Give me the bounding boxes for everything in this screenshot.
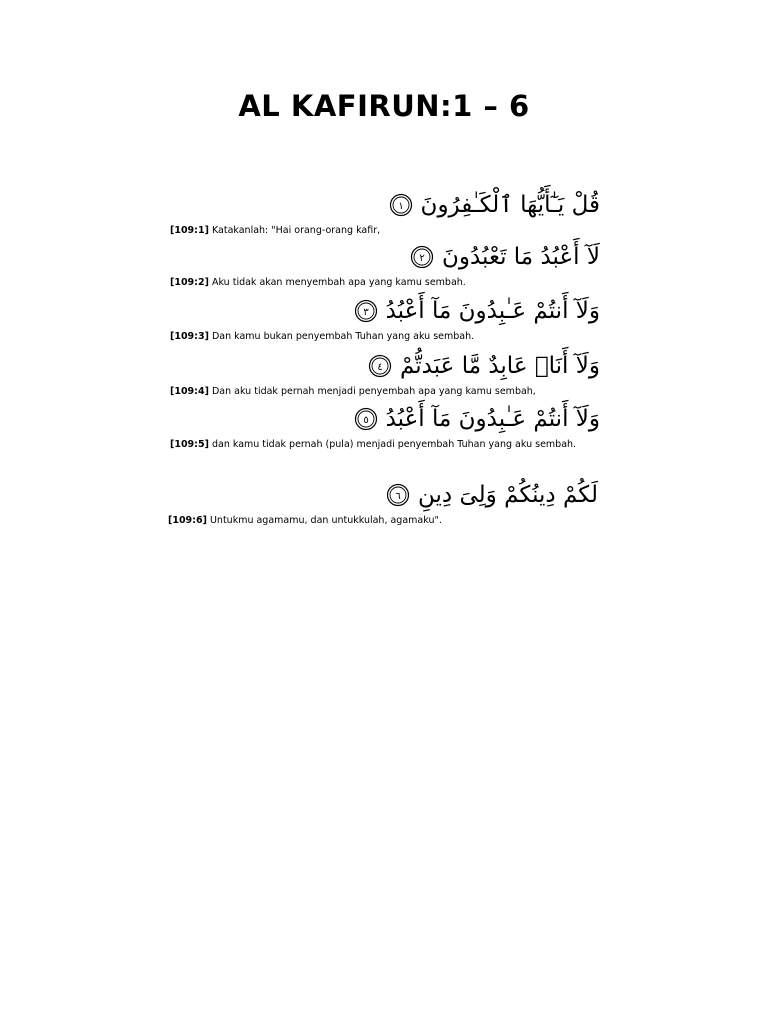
page-title: AL KAFIRUN:1 – 6 xyxy=(238,89,530,123)
svg-text:٦: ٦ xyxy=(395,491,401,502)
ayah-number-icon xyxy=(368,354,392,378)
translation-line xyxy=(170,224,600,238)
verse-4 xyxy=(170,349,600,399)
ayah-number-icon xyxy=(354,299,378,323)
verse-translation: Dan aku tidak pernah menjadi penyembah apa yang kamu sembah, xyxy=(211,386,536,397)
translation-line xyxy=(170,276,600,290)
verse-6 xyxy=(168,478,598,528)
arabic-line xyxy=(168,478,598,512)
verse-1 xyxy=(170,188,600,238)
verse-reference: [109:3] xyxy=(170,331,209,342)
translation-line xyxy=(168,514,598,528)
verse-translation: dan kamu tidak pernah (pula) menjadi penyembah Tuhan yang aku sembah. xyxy=(211,439,577,450)
arabic-line xyxy=(170,240,600,274)
arabic-verse-text: لَكُمْ دِينُكُمْ وَلِىَ دِينِ xyxy=(418,482,598,508)
verse-5 xyxy=(170,402,600,452)
arabic-verse-text: وَلَآ أَنتُمْ عَـٰبِدُونَ مَآ أَعْبُدُ xyxy=(385,298,600,324)
translation-line xyxy=(170,385,600,399)
verse-translation: Dan kamu bukan penyembah Tuhan yang aku sembah. xyxy=(211,331,475,342)
verse-reference: [109:6] xyxy=(168,515,207,526)
verse-translation: Untukmu agamamu, dan untukkulah, agamaku". xyxy=(209,515,442,526)
arabic-line xyxy=(170,402,600,436)
verse-reference: [109:5] xyxy=(170,439,209,450)
svg-text:١: ١ xyxy=(397,201,404,212)
verse-reference: [109:4] xyxy=(170,386,209,397)
ayah-number-icon xyxy=(386,483,410,507)
arabic-line xyxy=(170,349,600,383)
translation-line xyxy=(170,330,600,344)
verse-reference: [109:2] xyxy=(170,277,209,288)
svg-text:٤: ٤ xyxy=(377,362,383,373)
verse-translation: Aku tidak akan menyembah apa yang kamu sembah. xyxy=(211,277,466,288)
svg-text:٥: ٥ xyxy=(362,415,369,426)
translation-line xyxy=(170,438,600,452)
arabic-verse-text: لَآ أَعْبُدُ مَا تَعْبُدُونَ xyxy=(441,244,600,270)
arabic-line xyxy=(170,188,600,222)
ayah-number-icon xyxy=(389,193,413,217)
verse-reference: [109:1] xyxy=(170,225,209,236)
svg-text:٣: ٣ xyxy=(362,307,369,318)
svg-text:٢: ٢ xyxy=(419,253,425,264)
ayah-number-icon xyxy=(354,407,378,431)
verse-2 xyxy=(170,240,600,290)
arabic-line xyxy=(170,294,600,328)
verse-3 xyxy=(170,294,600,344)
ayah-number-icon xyxy=(410,245,434,269)
arabic-verse-text: وَلَآ أَنتُمْ عَـٰبِدُونَ مَآ أَعْبُدُ xyxy=(385,406,600,432)
arabic-verse-text: قُلْ يَـٰٓأَيُّهَا ٱلْكَـٰفِرُونَ xyxy=(420,192,600,218)
verse-translation: Katakanlah: "Hai orang-orang kafir, xyxy=(211,225,381,236)
arabic-verse-text: وَلَآ أَنَا۠ عَابِدٌ مَّا عَبَدتُّمْ xyxy=(399,353,600,379)
